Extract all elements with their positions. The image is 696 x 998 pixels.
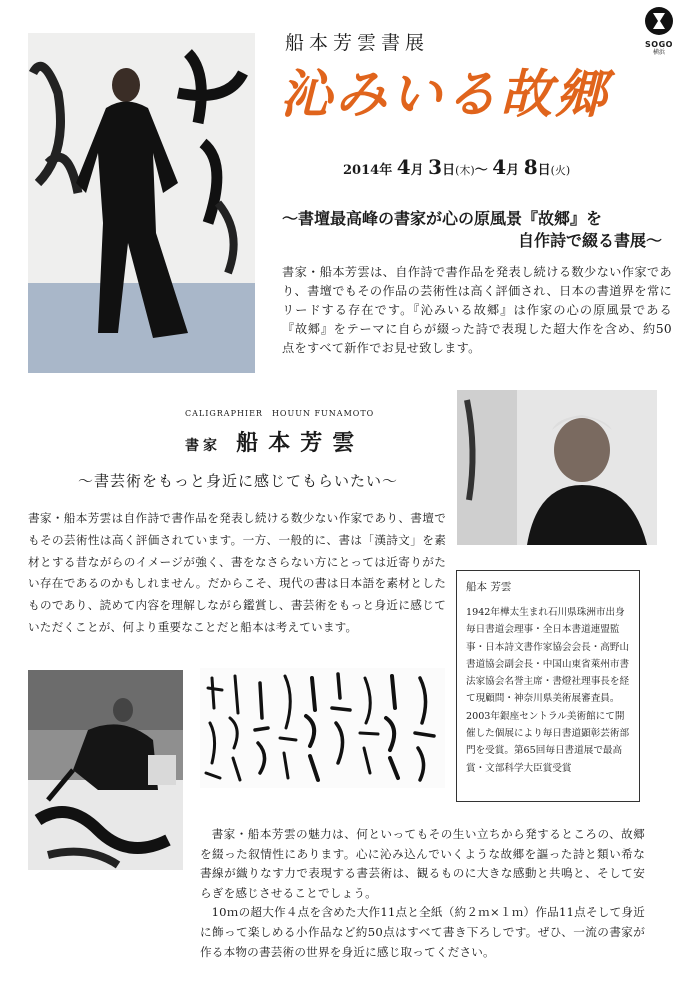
tagline-line2: 自作詩で綴る書展〜 bbox=[517, 231, 662, 250]
bio-text: 1942年樺太生まれ石川県珠洲市出身 毎日書道会理事・全日本書道連盟監事・日本詩文書作家協会会長・高野山書道協会副会長・中国山東省萊州市書法家協会名誉主席・書燈社理事長を経て現顧問・神奈川県美術展審査員。2003年銀座セントラル美術館にて開催した個展により毎日書道顕彰芸術部門を受賞。第65回毎日書道展で最高賞・文部科学大臣賞受賞 bbox=[466, 607, 630, 774]
artist-name: 船本芳雲 bbox=[236, 430, 365, 456]
calligraphy-work-image bbox=[200, 668, 445, 788]
tagline-line1: 〜書壇最高峰の書家が心の原風景『故郷』を bbox=[282, 209, 603, 228]
body2-para1: 書家・船本芳雲の魅力は、何といってもその生い立ちから発するところの、故郷を綴った叙情性にあります。心に沁み込んでいくような故郷を謳った詩と類い希な書線が織りなす力で表現する書芸術は、観るものに大きな感動と共鳴と、そして安らぎを感じさせることでしょう。 bbox=[200, 827, 645, 900]
start-month: 4 bbox=[396, 155, 411, 179]
artist-standing-photo bbox=[28, 33, 255, 373]
exhibition-label: 船本芳雲書展 bbox=[285, 32, 430, 54]
artist-bio-box bbox=[456, 570, 640, 802]
artist-role: 書家 bbox=[185, 438, 221, 454]
start-weekday: (木) bbox=[455, 164, 475, 177]
body-paragraph-1: 書家・船本芳雲は自作詩で書作品を発表し続ける数少ない作家であり、書壇でもその芸術性は高く評価されています。一方、一般的に、書は「漢詩文」を素材とする昔ながらのイメージが強く、書をなさらない方にとっては近寄りがたい存在であるのかもしれません。だからこそ、現代の書は日本語を素材としたものであり、読めて内容を理解しながら鑑賞し、書芸術をもっと身近に感じていただくことが、何より重要なことだと船本は考えています。 bbox=[28, 511, 446, 634]
body-paragraph-2 bbox=[200, 825, 645, 962]
intro-paragraph: 書家・船本芳雲は、自作詩で書作品を発表し続ける数少ない作家であり、書壇でもその作品の芸術性は高く評価され、日本の書道界を常にリードする存在です。『沁みいる故郷』は作家の心の原風景である『故郷』をテーマに自らが綴った詩で表現した超大作を含め、約50点をすべて新作でお見せ致します。 bbox=[282, 265, 672, 355]
end-weekday: (火) bbox=[550, 164, 571, 177]
artist-title-en: CALIGRAPHIER HOUUN FUNAMOTO bbox=[185, 409, 375, 418]
hourglass-logo-icon bbox=[644, 6, 674, 36]
end-day: 8 bbox=[523, 155, 538, 179]
bio-name: 船本 芳雲 bbox=[466, 581, 512, 593]
exhibition-dates: 2014年 4月 3日(木)〜 4月 8日(火) bbox=[343, 155, 571, 179]
artist-name-block bbox=[185, 426, 364, 457]
start-year: 2014 bbox=[343, 163, 380, 178]
start-day: 3 bbox=[428, 155, 443, 179]
artist-writing-photo bbox=[28, 670, 183, 870]
artist-portrait-photo bbox=[457, 390, 657, 545]
body2-para2: 10ｍの超大作４点を含めた大作11点と全紙（約２ｍ×１ｍ）作品11点そして身近に飾って楽しめる小作品など約50点はすべて書き下ろしです。ぜひ、一流の書家が作る本物の書芸術の世界を身近に感じ取ってください。 bbox=[200, 905, 645, 959]
tagline bbox=[282, 208, 672, 252]
logo-subtext: 横浜 bbox=[652, 49, 665, 56]
logo-text: SOGO bbox=[645, 40, 673, 49]
section-subheading: 〜書芸術をもっと身近に感じてもらいたい〜 bbox=[77, 472, 398, 490]
main-title: 沁みいる故郷 bbox=[280, 64, 611, 125]
end-month: 4 bbox=[492, 155, 507, 179]
sogo-logo bbox=[637, 6, 681, 56]
